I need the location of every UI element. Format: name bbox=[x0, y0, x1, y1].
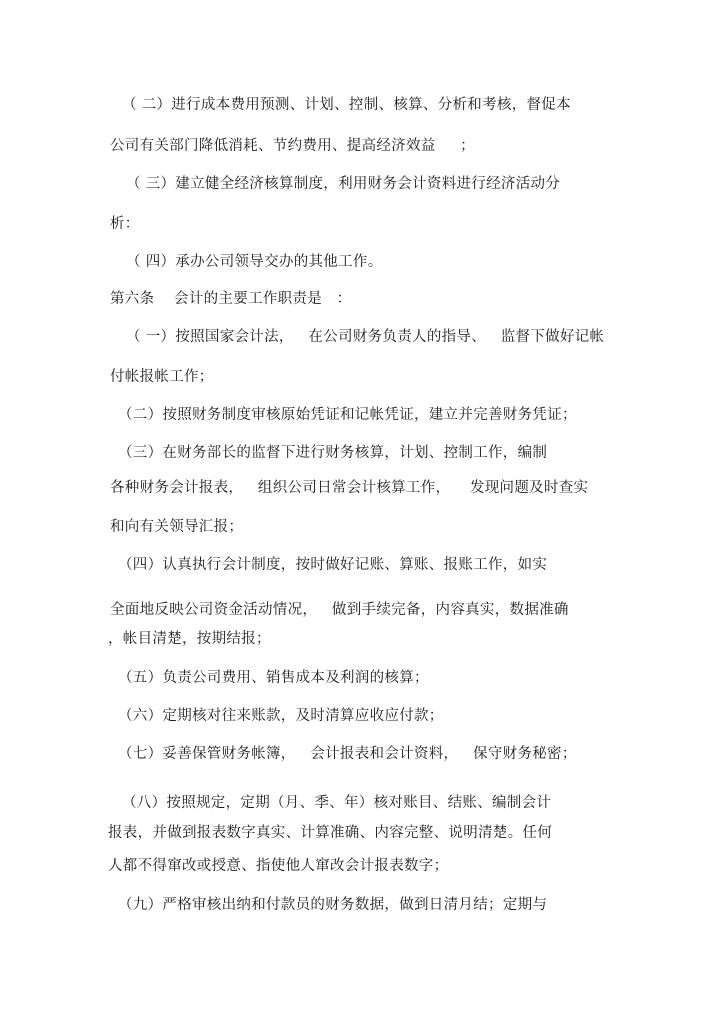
text-line-21: 人都不得窜改或授意、指使他人窜改会计报表数字； bbox=[108, 858, 449, 874]
text-line-13: （四）认真执行会计制度，按时做好记账、算账、报账工作，如实 bbox=[118, 557, 548, 573]
text-line-10: （三）在财务部长的监督下进行财务核算，计划、控制工作，编制 bbox=[118, 445, 548, 461]
section-heading: 第六条 会计的主要工作职责是 ： bbox=[110, 291, 352, 307]
text-line-15: ，帐目清楚，按期结报； bbox=[108, 631, 271, 647]
text-line-9: （二）按照财务制度审核原始凭证和记帐凭证，建立并完善财务凭证； bbox=[118, 407, 577, 423]
text-line-12: 和向有关领导汇报； bbox=[110, 519, 244, 535]
text-line-19: （八）按照规定，定期（月、季、年）核对账目、结账、编制会计 bbox=[122, 795, 552, 811]
text-line-1: （ 二）进行成本费用预测、计划、控制、核算、分析和考核，督促本 bbox=[122, 97, 571, 113]
text-line-4: 析： bbox=[110, 216, 140, 232]
text-line-2: 公司有关部门降低消耗、节约费用、提高经济效益 ； bbox=[110, 138, 475, 154]
text-line-18: （七）妥善保管财务帐簿， 会计报表和会计资料， 保守财务秘密； bbox=[118, 746, 577, 762]
text-line-20: 报表，并做到报表数字真实、计算准确、内容完整、说明清楚。任何 bbox=[108, 825, 552, 841]
text-line-17: （六）定期核对往来账款，及时清算应收应付款； bbox=[118, 708, 444, 724]
text-line-8: 付帐报帐工作； bbox=[110, 369, 214, 385]
text-line-3: （ 三）建立健全经济核算制度，利用财务会计资料进行经济活动分 bbox=[126, 176, 561, 192]
text-line-14: 全面地反映公司资金活动情况， 做到手续完备，内容真实，数据准确 bbox=[110, 602, 569, 618]
text-line-16: （五）负责公司费用、销售成本及利润的核算； bbox=[118, 670, 429, 686]
text-line-11: 各种财务会计报表， 组织公司日常会计核算工作， 发现问题及时查实 bbox=[110, 480, 589, 496]
text-line-7: （ 一）按照国家会计法， 在公司财务负责人的指导、 监督下做好记帐 bbox=[126, 329, 605, 345]
text-line-22: （九）严格审核出纳和付款员的财务数据，做到日清月结；定期与 bbox=[118, 897, 548, 913]
text-line-5: （ 四）承办公司领导交办的其他工作。 bbox=[126, 254, 383, 270]
